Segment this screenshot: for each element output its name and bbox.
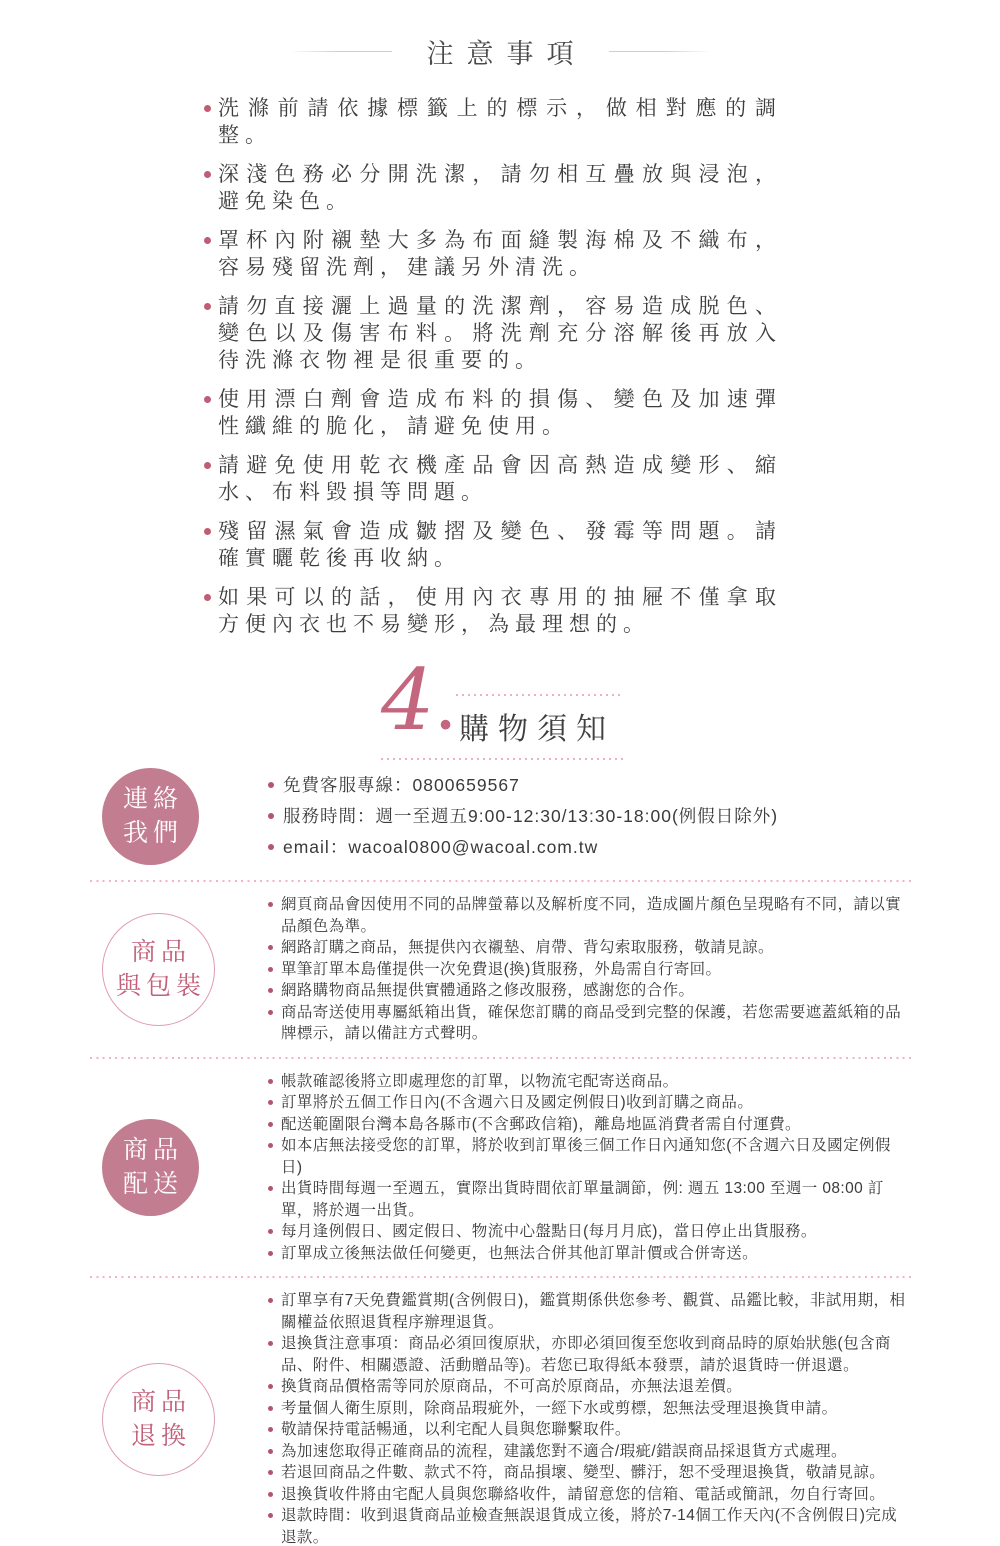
contact-badge-line1: 連絡 [122,785,183,813]
contact-item: 免費客服專線：0800659567 [268,770,910,801]
care-instruction-item: 請避免使用乾衣機產品會因高熱造成變形、縮水、布料毀損等問題。 [205,452,782,506]
delivery-item: 配送範圍限台灣本島各縣市(不含郵政信箱)，離島地區消費者需自付運費。 [268,1114,910,1136]
separator-after-delivery [90,1276,912,1278]
returns-item: 退換貨注意事項：商品必須回復原狀，亦即必須回復至您收到商品時的原始狀態(包含商品、附件、相關憑證、活動贈品等)。若您已取得紙本發票，請於退貨時一併退還。 [268,1333,910,1376]
notice-title-row [0,0,1000,71]
returns-item: 換貨商品價格需等同於原商品，不可高於原商品，亦無法退差價。 [268,1376,910,1398]
separator-after-packaging [90,1057,912,1059]
contact-badge [102,768,199,865]
returns-item: 為加速您取得正確商品的流程，建議您對不適合/瑕疵/錯誤商品採退貨方式處理。 [268,1441,910,1463]
packaging-badge-line1: 商品 [130,938,191,967]
care-instructions-list [205,95,782,638]
delivery-list [268,1071,910,1265]
title-decor-line-left [290,51,392,52]
care-instruction-item: 請勿直接灑上過量的洗潔劑，容易造成脱色、變色以及傷害布料。將洗劑充分溶解後再放入待洗滌衣物裡是很重要的。 [205,293,782,374]
returns-item: 若退回商品之件數、款式不符，商品損壞、變型、髒汙，恕不受理退換貨，敬請見諒。 [268,1462,910,1484]
returns-item: 敬請保持電話暢通，以利宅配人員與您聯繫取件。 [268,1419,910,1441]
packaging-badge-line2: 與包裝 [115,972,206,1001]
header-dotline-bottom [381,758,624,760]
packaging-item: 商品寄送使用專屬紙箱出貨，確保您訂購的商品受到完整的保護，若您需要遮蓋紙箱的品牌標示，請以備註方式聲明。 [268,1002,910,1045]
packaging-badge [102,913,215,1026]
packaging-item: 網路訂購之商品，無提供內衣襯墊、肩帶、背勾索取服務，敬請見諒。 [268,937,910,959]
returns-badge-col [0,1363,268,1476]
contact-section [0,764,1000,868]
care-instruction-item: 洗滌前請依據標籤上的標示，做相對應的調整。 [205,95,782,149]
shopping-info-title: 購物須知 [459,713,615,746]
packaging-badge-col [0,913,268,1026]
returns-item: 考量個人衛生原則，除商品瑕疵外，一經下水或剪標，恕無法受理退換貨申請。 [268,1398,910,1420]
packaging-list [268,894,910,1045]
contact-badge-line2: 我們 [122,819,183,847]
section-number-dot: . [436,681,455,742]
returns-item: 退換貨收件將由宅配人員與您聯絡收件，請留意您的信箱、電話或簡訊，勿自行寄回。 [268,1484,910,1506]
packaging-item: 單筆訂單本島僅提供一次免費退(換)貨服務，外島需自行寄回。 [268,959,910,981]
delivery-item: 如本店無法接受您的訂單，將於收到訂單後三個工作日內通知您(不含週六日及國定例假日) [268,1135,910,1178]
section-number-digit: 4 [381,651,435,749]
packaging-item: 網頁商品會因使用不同的品牌螢幕以及解析度不同，造成圖片顏色呈現略有不同，請以實品顏色為準。 [268,894,910,937]
delivery-item: 帳款確認後將立即處理您的訂單，以物流宅配寄送商品。 [268,1071,910,1093]
contact-badge-col [0,768,268,865]
returns-item: 退款時間：收到退貨商品並檢查無誤退貨成立後，將於7-14個工作天內(不含例假日)完成退款。 [268,1505,910,1546]
delivery-section [0,1071,1000,1265]
returns-badge [102,1363,215,1476]
returns-list [268,1290,910,1546]
returns-section [0,1290,1000,1546]
contact-item: email：wacoal0800@wacoal.com.tw [268,832,910,863]
delivery-item: 訂單將於五個工作日內(不含週六日及國定例假日)收到訂購之商品。 [268,1092,910,1114]
contact-item: 服務時間：週一至週五9:00-12:30/13:30-18:00(例假日除外) [268,801,910,832]
header-dotline-top [456,694,624,696]
packaging-section [0,894,1000,1045]
delivery-badge-line1: 商品 [122,1136,183,1165]
section-number [381,651,455,749]
returns-badge-line2: 退換 [130,1422,191,1450]
notice-title: 注意事項 [426,39,587,69]
care-instruction-item: 殘留濕氣會造成皺摺及變色、發霉等問題。請確實曬乾後再收納。 [205,518,782,572]
delivery-item: 每月逢例假日、國定假日、物流中心盤點日(每月月底)，當日停止出貨服務。 [268,1221,910,1243]
returns-item: 訂單享有7天免費鑑賞期(含例假日)，鑑賞期係供您參考、觀賞、品鑑比較，非試用期，相關權益依照退貨程序辦理退貨。 [268,1290,910,1333]
delivery-badge [102,1119,199,1216]
care-instruction-item: 深淺色務必分開洗潔，請勿相互疊放與浸泡，避免染色。 [205,161,782,215]
care-instruction-item: 使用漂白劑會造成布料的損傷、變色及加速彈性纖維的脆化，請避免使用。 [205,386,782,440]
packaging-item: 網路購物商品無提供實體通路之修改服務，感謝您的合作。 [268,980,910,1002]
title-decor-line-right [609,51,711,52]
care-instruction-item: 罩杯內附襯墊大多為布面縫製海棉及不織布，容易殘留洗劑，建議另外清洗。 [205,227,782,281]
separator-after-contact [90,880,912,882]
returns-badge-line1: 商品 [130,1388,191,1416]
contact-list [268,770,910,863]
shopping-info-header [0,651,1000,764]
delivery-item: 出貨時間每週一至週五，實際出貨時間依訂單量調節，例: 週五 13:00 至週一 08:00 訂單，將於週一出貨。 [268,1178,910,1221]
delivery-badge-line2: 配送 [122,1170,183,1199]
care-instruction-item: 如果可以的話，使用內衣專用的抽屜不僅拿取方便內衣也不易變形，為最理想的。 [205,584,782,638]
delivery-item: 訂單成立後無法做任何變更，也無法合併其他訂單計價或合併寄送。 [268,1243,910,1265]
delivery-badge-col [0,1119,268,1216]
